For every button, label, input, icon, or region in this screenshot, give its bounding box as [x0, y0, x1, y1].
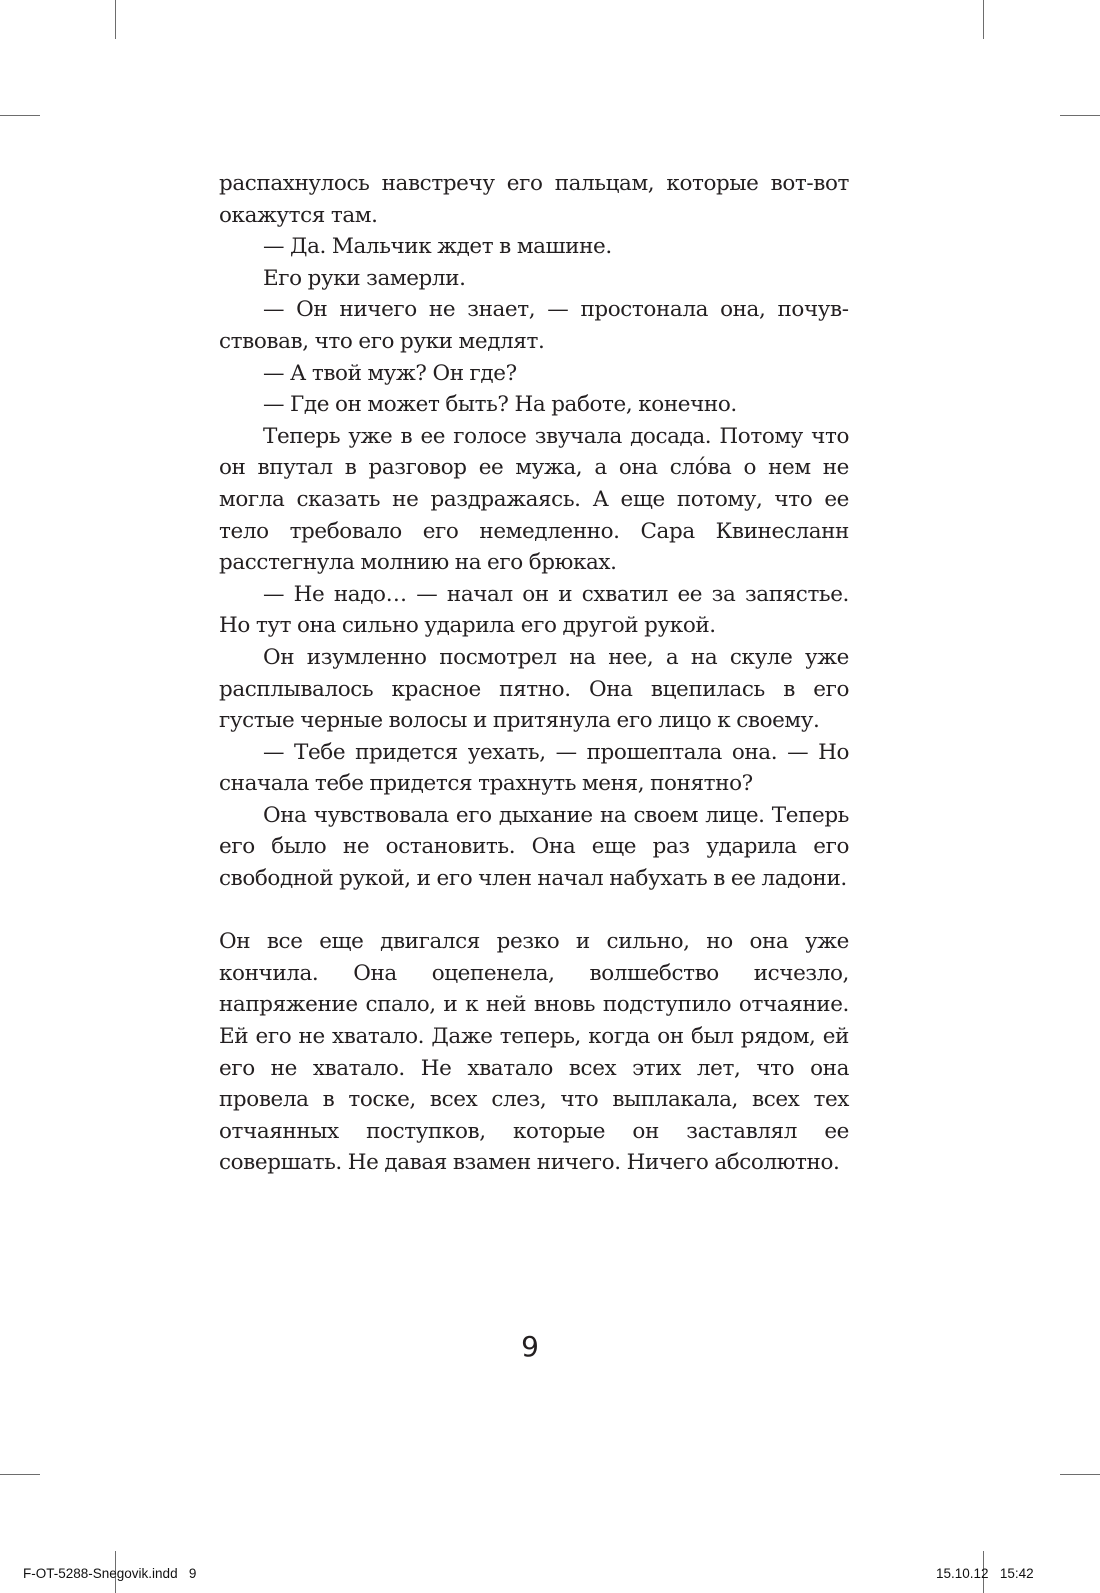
- slug-timestamp: [936, 1566, 1034, 1581]
- slug-date: 15.10.12: [936, 1566, 989, 1581]
- paragraph: — Не надо… — начал он и схватил ее за запястье. Но тут она сильно ударила его другой рукой.: [219, 581, 849, 639]
- crop-mark-top-right-vertical: [983, 0, 984, 39]
- paragraph: Он изумленно посмотрел на нее, а на скуле уже расплывалось красное пятно. Она вцепилась в его густые черные волосы и притянула его лицо к своему.: [219, 644, 849, 734]
- crop-mark-bottom-left-horizontal: [0, 1474, 40, 1475]
- paragraph: — Где он может быть? На работе, конечно.: [263, 392, 737, 418]
- page-number: 9: [521, 1330, 539, 1363]
- slug-time: 15:42: [999, 1566, 1034, 1581]
- paragraph: — Тебе придется уехать, — прошептала она. — Но сначала тебе придется трахнуть меня, понятно?: [219, 739, 849, 797]
- paragraph: Она чувствовала его дыхание на своем лице. Теперь его было не остановить. Она еще раз ударила его свободной рукой, и его член начал набухать в ее ладони.: [219, 802, 849, 892]
- crop-mark-top-left-vertical: [115, 0, 116, 39]
- paragraph: распахнулось навстречу его пальцам, которые вот-вот окажутся там.: [219, 171, 849, 228]
- slug-filename: F-OT-5288-Snegovik.indd 9: [23, 1566, 197, 1581]
- paragraph: — Да. Мальчик ждет в машине.: [263, 234, 612, 260]
- paragraph: Его руки замерли.: [263, 265, 466, 291]
- crop-mark-top-right-horizontal: [1060, 115, 1100, 116]
- paragraph: — А твой муж? Он где?: [263, 360, 517, 386]
- paragraph: Теперь уже в ее голосе звучала досада. Потому что он впутал в разговор ее мужа, а она сло́ва о нем не могла сказать не раздражаясь. А еще потому, что ее тело требовало его немедленно. Сара Квинесланн расстегнула молнию на его брюках.: [219, 423, 849, 576]
- crop-mark-bottom-right-horizontal: [1060, 1474, 1100, 1475]
- paragraph: — Он ничего не знает, — простонала она, почувствовав, что его руки медлят.: [219, 297, 849, 354]
- body-text: [219, 168, 849, 1179]
- paragraph-section-start: Он все еще двигался резко и сильно, но она уже кончила. Она оцепенела, волшебство исчезло, напряжение спало, и к ней вновь подступило отчаяние. Ей его не хватало. Даже теперь, когда он был рядом, ей его не хватало. Не хватало всех этих лет, что она провела в тоске, всех слез, что выплакала, всех тех отчаянных поступков, которые он заставлял ее совершать. Не давая взамен ничего. Ничего абсолютно.: [219, 929, 849, 1176]
- crop-mark-top-left-horizontal: [0, 115, 40, 116]
